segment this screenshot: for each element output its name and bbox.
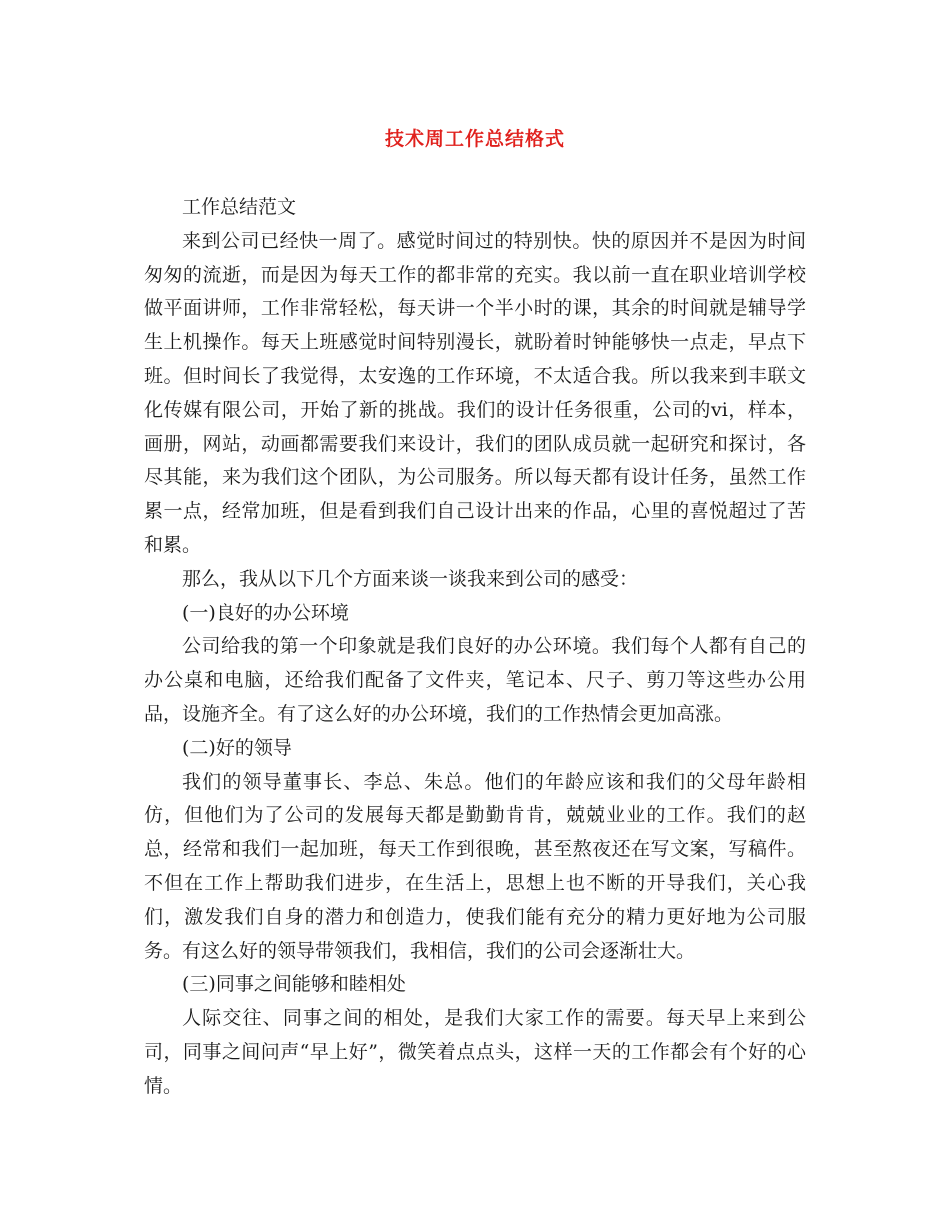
paragraph-intro: 来到公司已经快一周了。感觉时间过的特别快。快的原因并不是因为时间匆匆的流逝，而是因为每天工作的都非常的充实。我以前一直在职业培训学校做平面讲师，工作非常轻松，每天讲一个半小时的课，其余的时间就是辅导学生上机操作。每天上班感觉时间特别漫长，就盼着时钟能够快一点走，早点下班。但时间长了我觉得，太安逸的工作环境，不太适合我。所以我来到丰联文化传媒有限公司，开始了新的挑战。我们的设计任务很重，公司的vi，样本，画册，网站，动画都需要我们来设计，我们的团队成员就一起研究和探讨，各尽其能，来为我们这个团队，为公司服务。所以每天都有设计任务，虽然工作累一点，经常加班，但是看到我们自己设计出来的作品，心里的喜悦超过了苦和累。	[144, 229, 806, 556]
section-heading-3: (三)同事之间能够和睦相处	[182, 973, 406, 996]
paragraph-colleagues: 人际交往、同事之间的相处，是我们大家工作的需要。每天早上来到公司，同事之间问声“早上好”，微笑着点点头，这样一天的工作都会有个好的心情。	[144, 1007, 806, 1097]
paragraph-office: 公司给我的第一个印象就是我们良好的办公环境。我们每个人都有自己的办公桌和电脑，还给我们配备了文件夹，笔记本、尺子、剪刀等这些办公用品，设施齐全。有了这么好的办公环境，我们的工作热情会更加高涨。	[144, 635, 806, 725]
section-heading-1: (一)良好的办公环境	[182, 601, 349, 624]
section-heading-2: (二)好的领导	[182, 736, 292, 759]
document-body	[144, 191, 806, 1104]
paragraph-transition: 那么，我从以下几个方面来谈一谈我来到公司的感受：	[182, 567, 639, 590]
paragraph-leaders: 我们的领导董事长、李总、朱总。他们的年龄应该和我们的父母年龄相仿，但他们为了公司的发展每天都是勤勤肯肯，兢兢业业的工作。我们的赵总，经常和我们一起加班，每天工作到很晚，甚至熬夜还在写文案，写稿件。不但在工作上帮助我们进步，在生活上，思想上也不断的开导我们，关心我们，激发我们自身的潜力和创造力，使我们能有充分的精力更好地为公司服务。有这么好的领导带领我们，我相信，我们的公司会逐渐壮大。	[144, 770, 806, 962]
document-title: 技术周工作总结格式	[384, 128, 565, 150]
paragraph-heading: 工作总结范文	[182, 196, 297, 218]
